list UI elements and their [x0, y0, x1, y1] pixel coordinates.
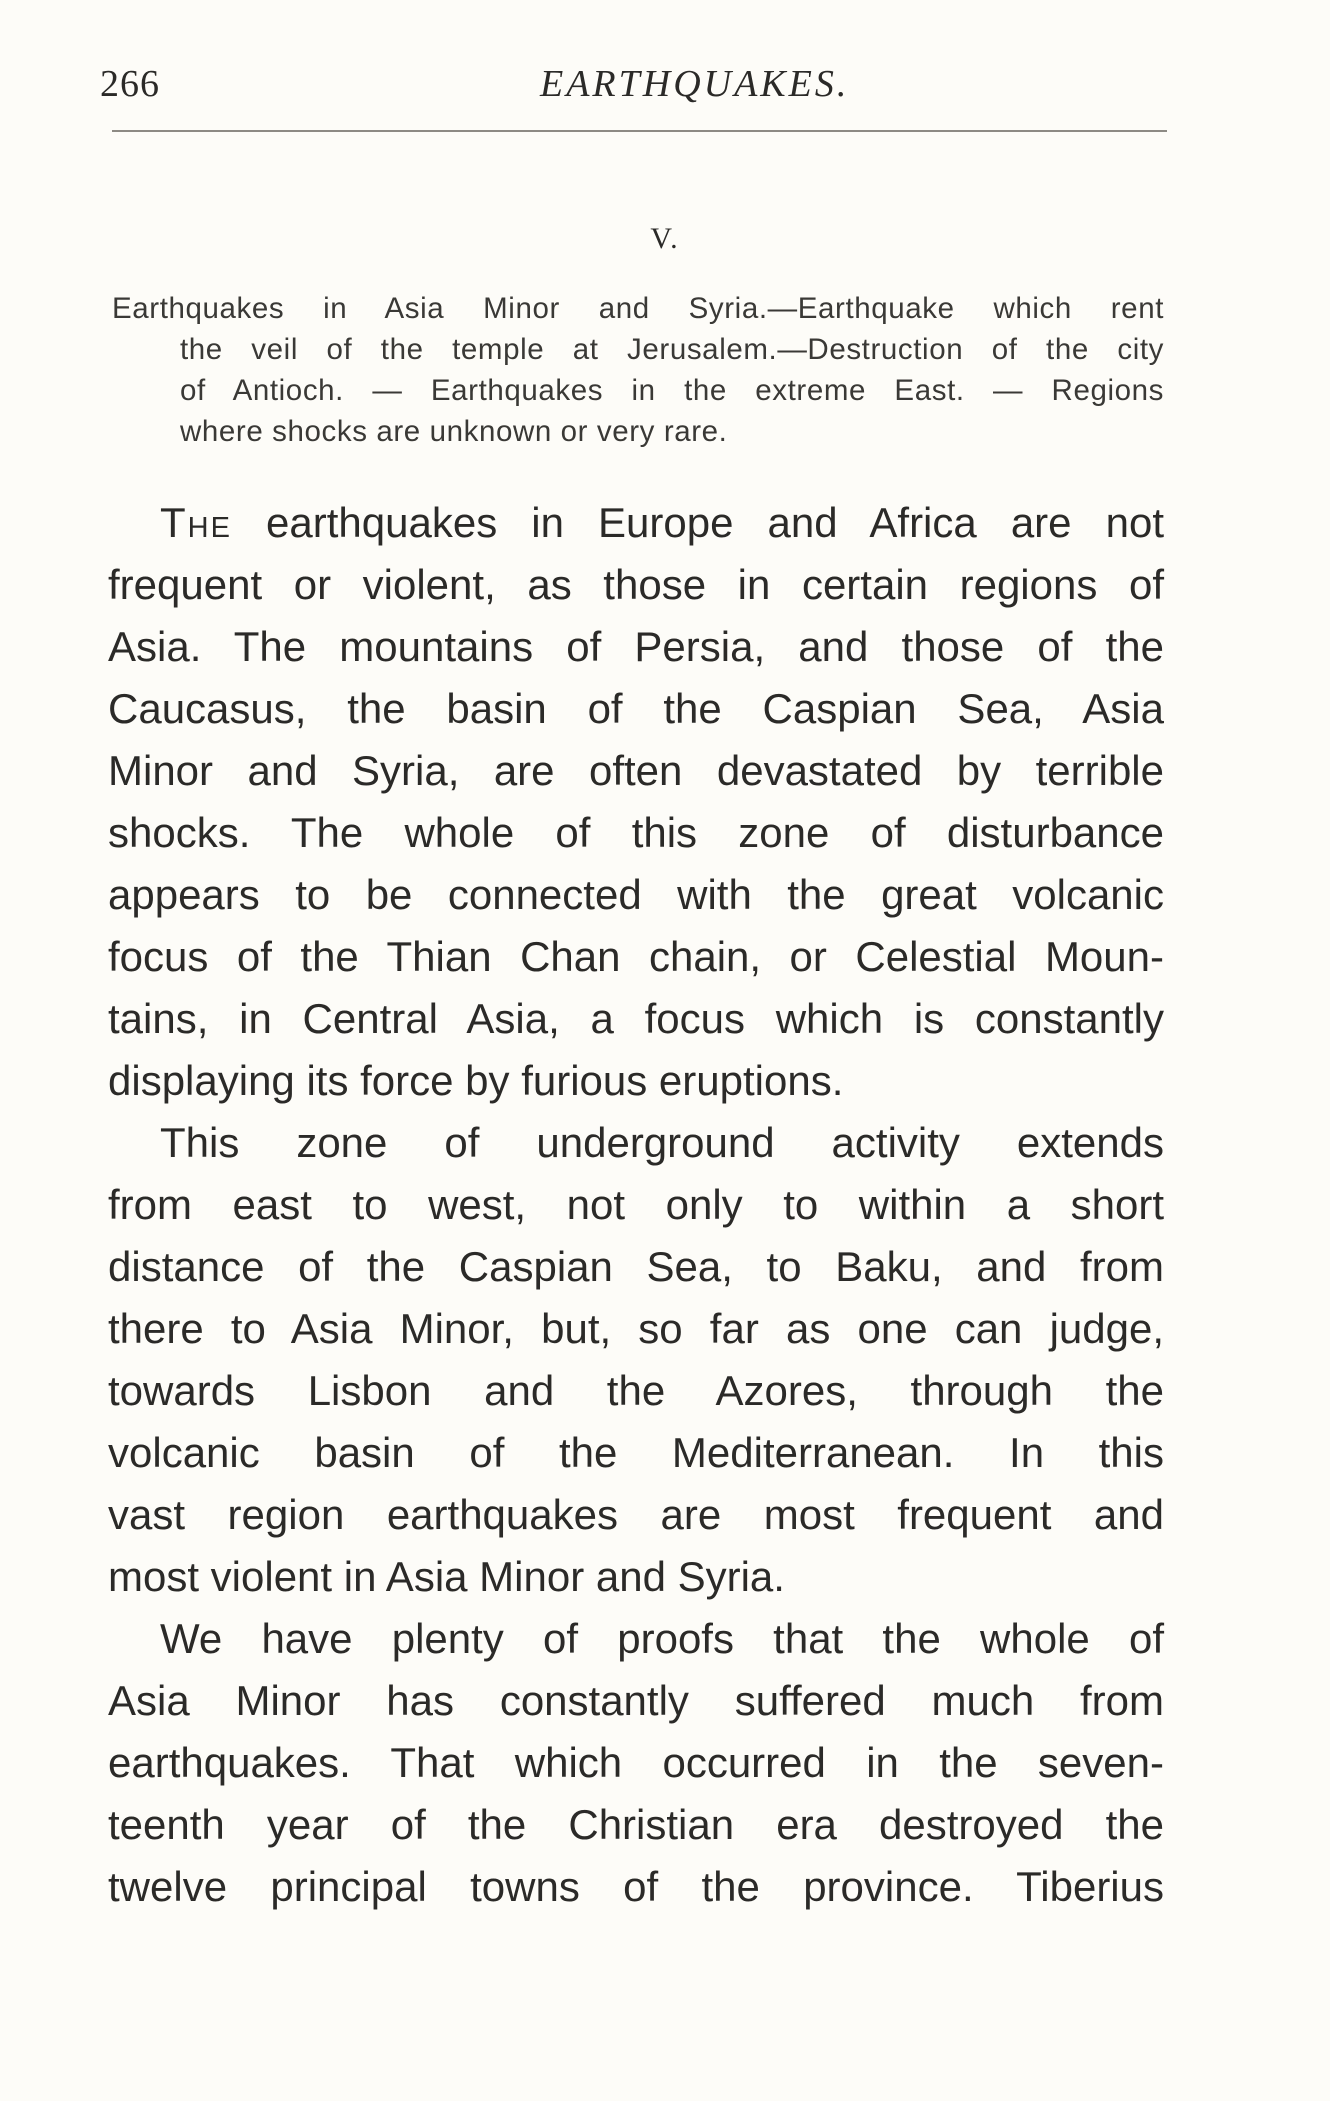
paragraph-line: displaying its force by furious eruptions. [108, 1057, 844, 1104]
running-title: EARTHQUAKES. [540, 63, 850, 105]
paragraph-line: focus of the Thian Chan chain, or Celestial Moun- [108, 933, 1164, 980]
paragraph-line: Minor and Syria, are often devastated by terrible [108, 747, 1164, 794]
opening-word: The [160, 499, 232, 546]
paragraph-line: teenth year of the Christian era destroyed the [108, 1801, 1164, 1848]
body-text [108, 492, 1164, 1918]
synopsis-line: the veil of the temple at Jerusalem.—Destruction of the city [180, 333, 1164, 366]
paragraph-line: most violent in Asia Minor and Syria. [108, 1553, 785, 1600]
header-rule [112, 130, 1167, 132]
paragraph-line: volcanic basin of the Mediterranean. In this [108, 1429, 1164, 1476]
synopsis-line: Earthquakes in Asia Minor and Syria.—Earthquake which rent [112, 292, 1164, 325]
paragraph-line: The earthquakes in Europe and Africa are not [160, 499, 1164, 546]
paragraph-line: Asia Minor has constantly suffered much from [108, 1677, 1164, 1724]
paragraph-line: This zone of underground activity extends [160, 1119, 1164, 1166]
paragraph-line: towards Lisbon and the Azores, through the [108, 1367, 1164, 1414]
paragraph-line: frequent or violent, as those in certain regions of [108, 561, 1164, 608]
paragraph-line: there to Asia Minor, but, so far as one can judge, [108, 1305, 1164, 1352]
running-head [100, 62, 1160, 122]
paragraph-line: shocks. The whole of this zone of disturbance [108, 809, 1164, 856]
paragraph-line: Asia. The mountains of Persia, and those of the [108, 623, 1164, 670]
paragraph-line: vast region earthquakes are most frequent and [108, 1491, 1164, 1538]
chapter-number: V. [650, 222, 680, 255]
paragraph-line: from east to west, not only to within a short [108, 1181, 1164, 1228]
paragraph-line: twelve principal towns of the province. Tiberius [108, 1863, 1164, 1910]
paragraph-line: Caucasus, the basin of the Caspian Sea, Asia [108, 685, 1164, 732]
chapter-synopsis [112, 288, 1164, 452]
paragraph-line: We have plenty of proofs that the whole of [160, 1615, 1164, 1662]
paragraph-line: appears to be connected with the great volcanic [108, 871, 1164, 918]
synopsis-line: of Antioch. — Earthquakes in the extreme East. — Regions [180, 374, 1164, 407]
paragraph-line: earthquakes. That which occurred in the seven- [108, 1739, 1164, 1786]
synopsis-line: where shocks are unknown or very rare. [180, 415, 728, 448]
paragraph-line: distance of the Caspian Sea, to Baku, and from [108, 1243, 1164, 1290]
page-number: 266 [100, 63, 160, 105]
paragraph-line: tains, in Central Asia, a focus which is constantly [108, 995, 1164, 1042]
